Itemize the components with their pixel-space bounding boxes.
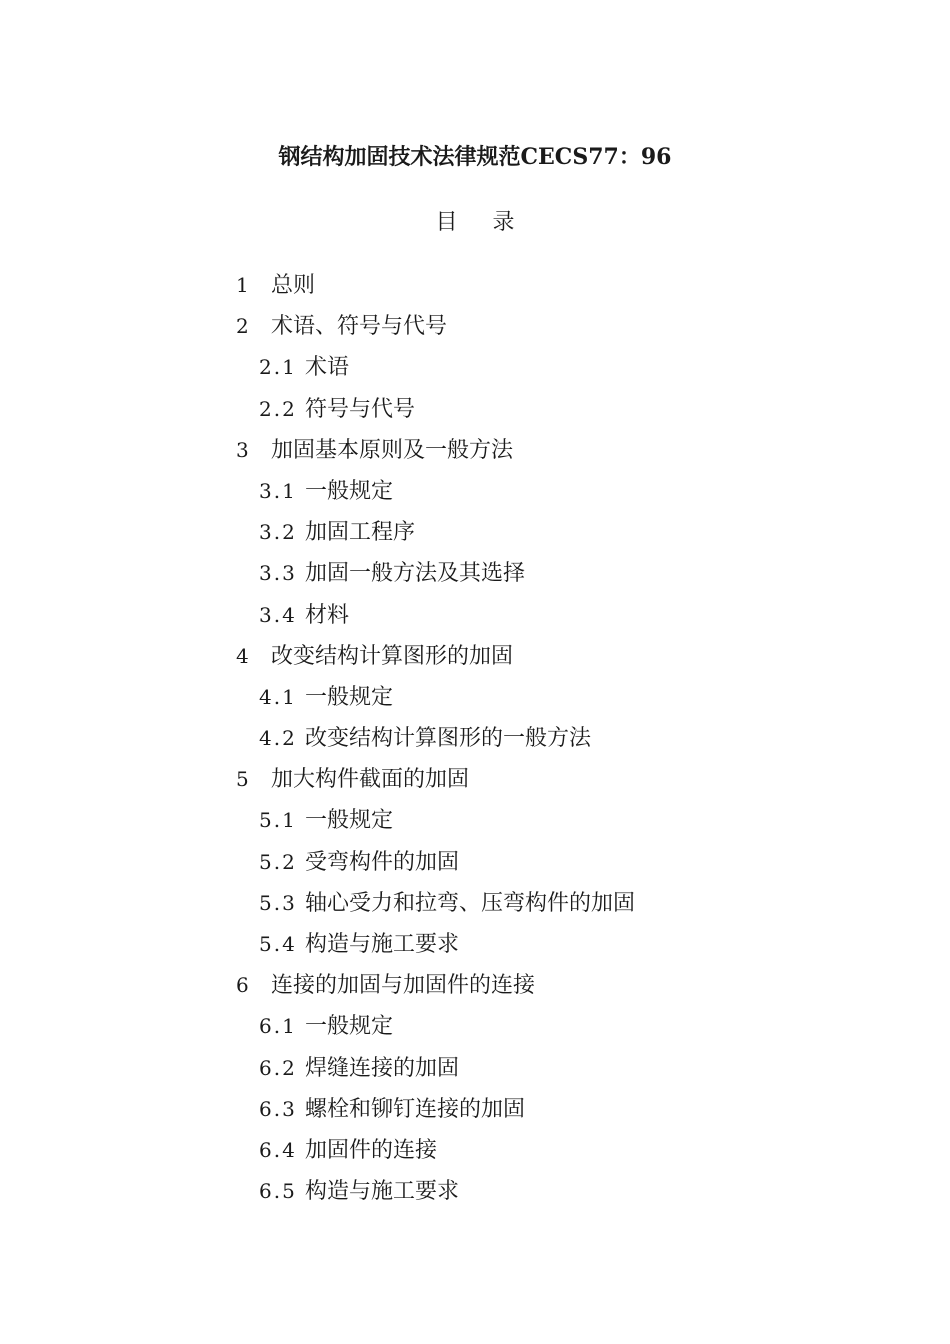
toc-chapter[interactable]	[0, 759, 950, 800]
toc-entry-number: 2.1	[259, 355, 297, 380]
toc-entry-text: 受弯构件的加固	[305, 849, 460, 875]
toc-entry-number: 5.3	[259, 890, 297, 915]
toc-section[interactable]	[0, 1171, 950, 1212]
toc-entry-text: 材料	[305, 602, 350, 628]
toc-entry-number: 4	[236, 643, 249, 668]
toc-entry-text: 一般规定	[305, 478, 394, 504]
toc-entry-text: 焊缝连接的加固	[305, 1055, 460, 1081]
toc-entry-number: 2.2	[259, 396, 297, 421]
toc-entry-text: 加固一般方法及其选择	[305, 561, 526, 587]
toc-section[interactable]	[0, 883, 950, 924]
toc-entry-text: 构造与施工要求	[305, 1179, 460, 1205]
toc-entry-text: 一般规定	[305, 808, 394, 834]
toc-section[interactable]	[0, 389, 950, 430]
toc-entry-text: 加大构件截面的加固	[271, 767, 470, 793]
toc-heading: 目 录	[435, 210, 529, 235]
toc-entry-text: 改变结构计算图形的一般方法	[305, 726, 592, 752]
toc-entry-number: 5.1	[259, 808, 297, 833]
toc-entry-number: 5.4	[259, 932, 297, 956]
toc-entry-number: 5.2	[259, 849, 297, 874]
toc-entry-number: 4.2	[259, 726, 297, 751]
toc-entry-number: 6.2	[259, 1055, 297, 1080]
toc-section[interactable]	[0, 842, 950, 883]
toc-entry-number: 3	[236, 437, 249, 462]
document-title: 钢结构加固技术法律规范CECS77：96	[278, 144, 672, 170]
toc-entry-text: 符号与代号	[305, 396, 416, 422]
toc-section[interactable]	[0, 924, 950, 965]
toc-entry-text: 一般规定	[305, 684, 394, 710]
toc-entry-text: 总则	[271, 273, 316, 298]
toc-entry-text: 术语	[305, 355, 350, 381]
toc-entry-number: 3.2	[259, 520, 297, 545]
toc-entry-text: 加固工程序	[305, 520, 416, 546]
toc-section[interactable]	[0, 677, 950, 718]
toc-chapter[interactable]	[0, 265, 950, 306]
toc-section[interactable]	[0, 718, 950, 759]
toc-entry-text: 连接的加固与加固件的连接	[271, 973, 536, 999]
toc-entry-text: 构造与施工要求	[305, 932, 460, 957]
toc-section[interactable]	[0, 1006, 950, 1047]
toc-entry-text: 加固基本原则及一般方法	[271, 437, 514, 463]
toc-section[interactable]	[0, 512, 950, 553]
toc-section[interactable]	[0, 800, 950, 841]
toc-chapter[interactable]	[0, 306, 950, 347]
toc-chapter[interactable]	[0, 965, 950, 1006]
toc-entry-number: 6.4	[259, 1137, 297, 1162]
toc-section[interactable]	[0, 347, 950, 388]
toc-chapter[interactable]	[0, 636, 950, 677]
toc-entry-text: 改变结构计算图形的加固	[271, 643, 514, 669]
toc-chapter[interactable]	[0, 430, 950, 471]
toc-section[interactable]	[0, 553, 950, 594]
toc-entry-number: 3.3	[259, 561, 297, 586]
toc-section[interactable]	[0, 1089, 950, 1130]
toc-entry-number: 3.4	[259, 602, 297, 627]
toc-section[interactable]	[0, 1048, 950, 1089]
toc-entry-number: 4.1	[259, 684, 297, 709]
toc-entry-number: 6.3	[259, 1096, 297, 1121]
toc-section[interactable]	[0, 471, 950, 512]
toc-entry-number: 5	[236, 767, 249, 792]
toc-entry-number: 1	[236, 273, 249, 297]
toc-section[interactable]	[0, 1130, 950, 1171]
table-of-contents	[0, 265, 950, 1212]
toc-entry-text: 加固件的连接	[305, 1137, 438, 1163]
toc-entry-number: 3.1	[259, 478, 297, 503]
toc-section[interactable]	[0, 595, 950, 636]
toc-entry-number: 6.5	[259, 1179, 297, 1204]
toc-entry-text: 轴心受力和拉弯、压弯构件的加固	[305, 890, 636, 916]
toc-entry-text: 一般规定	[305, 1014, 394, 1040]
toc-entry-number: 6.1	[259, 1014, 297, 1039]
toc-entry-number: 2	[236, 314, 249, 339]
toc-entry-text: 术语、符号与代号	[271, 314, 448, 340]
toc-entry-text: 螺栓和铆钉连接的加固	[305, 1096, 526, 1122]
toc-entry-number: 6	[236, 973, 249, 998]
